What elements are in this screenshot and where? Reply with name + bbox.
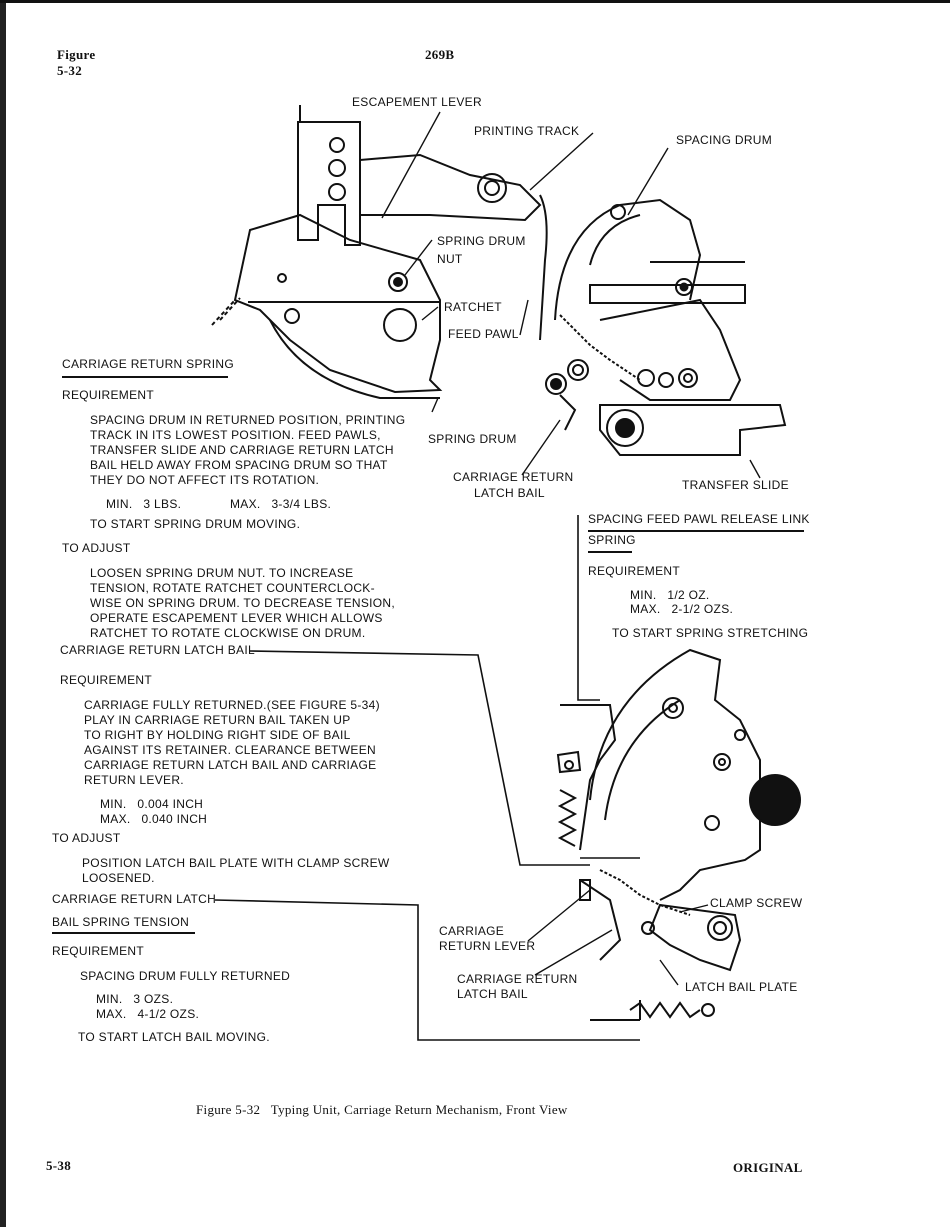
section1-max: MAX. 3-3/4 LBS.: [230, 497, 332, 511]
figure-caption: Figure 5-32 Typing Unit, Carriage Return Mechanism, Front View: [196, 1102, 568, 1117]
section4-title: SPACING FEED PAWL RELEASE LINK: [588, 512, 810, 526]
section3-title-1: CARRIAGE RETURN LATCH: [52, 892, 217, 906]
return-lever: [560, 705, 615, 850]
section2-min: MIN. 0.004 INCH: [100, 797, 204, 811]
section2-adj-heading: TO ADJUST: [52, 831, 121, 845]
document-status: ORIGINAL: [733, 1160, 803, 1175]
label-carriage-return-lever-2: RETURN LEVER: [439, 939, 536, 953]
latch-bail-arm: [580, 880, 620, 960]
drum-right-bar: [590, 285, 745, 303]
page-number: 5-38: [46, 1158, 72, 1173]
section1-req-heading: REQUIREMENT: [62, 388, 154, 402]
section3-max: MAX. 4-1/2 OZS.: [96, 1007, 200, 1021]
section3-req-line: SPACING DRUM FULLY RETURNED: [80, 969, 291, 983]
section2-req-line: RETURN LEVER.: [84, 773, 184, 787]
label-carriage-return-latch-bail-2: LATCH BAIL: [474, 486, 545, 500]
section1-adj-line: RATCHET TO ROTATE CLOCKWISE ON DRUM.: [90, 626, 366, 640]
label-clamp-screw: CLAMP SCREW: [710, 896, 803, 910]
label-carriage-return-lever-1: CARRIAGE: [439, 924, 505, 938]
section2-req-line: CARRIAGE FULLY RETURNED.(SEE FIGURE 5-34): [84, 698, 380, 712]
section2-req-heading: REQUIREMENT: [60, 673, 152, 687]
label-escapement-lever: ESCAPEMENT LEVER: [352, 95, 482, 109]
spring-drum-housing: [235, 215, 440, 392]
section4-subtitle: SPRING: [588, 533, 636, 547]
label-carriage-return-latch-bail-1: CARRIAGE RETURN: [453, 470, 574, 484]
section4-min: MIN. 1/2 OZ.: [630, 588, 710, 602]
section1-req-line: THEY DO NOT AFFECT ITS ROTATION.: [90, 473, 320, 487]
section2-adj-line: POSITION LATCH BAIL PLATE WITH CLAMP SCREW: [82, 856, 390, 870]
section3-min: MIN. 3 OZS.: [96, 992, 174, 1006]
spacing-drum-inner: [590, 215, 640, 265]
section1-adj-line: LOOSEN SPRING DRUM NUT. TO INCREASE: [90, 566, 354, 580]
section1-title: CARRIAGE RETURN SPRING: [62, 357, 234, 371]
section1-req-line: TRANSFER SLIDE AND CARRIAGE RETURN LATCH: [90, 443, 394, 457]
document-code: 269B: [425, 47, 455, 62]
section2-req-line: CARRIAGE RETURN LATCH BAIL AND CARRIAGE: [84, 758, 377, 772]
section2-adj-line: LOOSENED.: [82, 871, 155, 885]
vertical-spring: [560, 790, 575, 846]
label-printing-track: PRINTING TRACK: [474, 124, 580, 138]
section1-adj-heading: TO ADJUST: [62, 541, 131, 555]
label-spring-drum: SPRING DRUM: [428, 432, 517, 446]
figure-number: 5-32: [57, 63, 83, 78]
section1-req-line: BAIL HELD AWAY FROM SPACING DRUM SO THAT: [90, 458, 388, 472]
label-spring-drum-nut-1: SPRING DRUM: [437, 234, 526, 248]
section3-start: TO START LATCH BAIL MOVING.: [78, 1030, 270, 1044]
label-spacing-drum-top: SPACING DRUM: [676, 133, 773, 147]
label-transfer-slide: TRANSFER SLIDE: [682, 478, 789, 492]
label-ratchet: RATCHET: [444, 300, 502, 314]
section3-req-heading: REQUIREMENT: [52, 944, 144, 958]
spring-lines: [212, 298, 240, 325]
section3-title-2: BAIL SPRING TENSION: [52, 915, 190, 929]
section1-adj-line: WISE ON SPRING DRUM. TO DECREASE TENSION,: [90, 596, 396, 610]
section1-req-line: TRACK IN ITS LOWEST POSITION. FEED PAWLS,: [90, 428, 381, 442]
label-spring-drum-nut-2: NUT: [437, 252, 463, 266]
escapement-bracket: [298, 122, 360, 245]
figure-label: Figure: [57, 47, 96, 62]
section2-req-line: TO RIGHT BY HOLDING RIGHT SIDE OF BAIL: [84, 728, 351, 742]
section4-req-heading: REQUIREMENT: [588, 564, 680, 578]
section2-req-line: PLAY IN CARRIAGE RETURN BAIL TAKEN UP: [84, 713, 351, 727]
section2-title: CARRIAGE RETURN LATCH BAIL: [60, 643, 255, 657]
printing-track-bar: [540, 195, 547, 340]
section4-start: TO START SPRING STRETCHING: [612, 626, 809, 640]
label-crlb-bottom-1: CARRIAGE RETURN: [457, 972, 578, 986]
section2-req-line: AGAINST ITS RETAINER. CLEARANCE BETWEEN: [84, 743, 376, 757]
label-feed-pawl: FEED PAWL: [448, 327, 519, 341]
section4-max: MAX. 2-1/2 OZS.: [630, 602, 734, 616]
section1-start: TO START SPRING DRUM MOVING.: [90, 517, 301, 531]
label-latch-bail-plate: LATCH BAIL PLATE: [685, 980, 798, 994]
section1-min: MIN. 3 LBS.: [106, 497, 182, 511]
section1-adj-line: OPERATE ESCAPEMENT LEVER WHICH ALLOWS: [90, 611, 383, 625]
ratchet-teeth: [560, 315, 640, 380]
section2-max: MAX. 0.040 INCH: [100, 812, 208, 826]
label-crlb-bottom-2: LATCH BAIL: [457, 987, 528, 1001]
section1-req-line: SPACING DRUM IN RETURNED POSITION, PRINTING: [90, 413, 406, 427]
section1-adj-line: TENSION, ROTATE RATCHET COUNTERCLOCK-: [90, 581, 375, 595]
